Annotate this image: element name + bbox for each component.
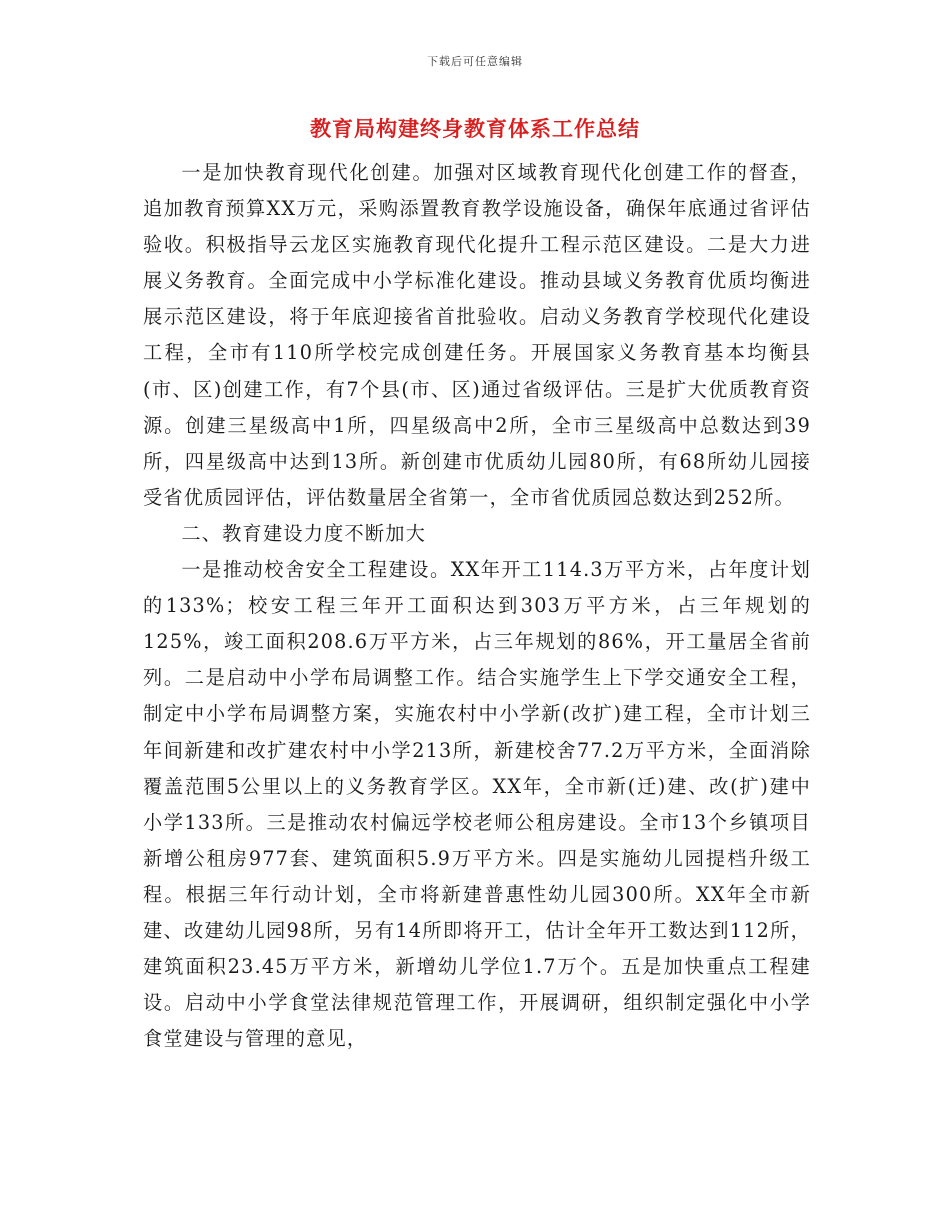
page-header-note: 下载后可任意编辑 — [427, 55, 523, 68]
section-heading: 二、教育建设力度不断加大 — [181, 521, 427, 545]
document-title: 教育局构建终身教育体系工作总结 — [310, 116, 640, 141]
document-body — [143, 155, 811, 1057]
paragraph: 一是推动校舍安全工程建设。XX年开工114.3万平方米，占年度计划的133%；校安工程三年开工面积达到303万平方米，占三年规划的125%，竣工面积208.6万平方米，占三年规划的86%，开工量居全省前列。二是启动中小学布局调整工作。结合实施学生上下学交通安全工程，制定中小学布局调整方案，实施农村中小学新(改扩)建工程，全市计划三年间新建和改扩建农村中小学213所，新建校舍77.2万平方米，全面消除覆盖范围5公里以上的义务教育学区。XX年，全市新(迁)建、改(扩)建中小学133所。三是推动农村偏远学校老师公租房建设。全市13个乡镇项目新增公租房977套、建筑面积5.9万平方米。四是实施幼儿园提档升级工程。根据三年行动计划，全市将新建普惠性幼儿园300所。XX年全市新建、改建幼儿园98所，另有14所即将开工，估计全年开工数达到112所，建筑面积23.45万平方米，新增幼儿学位1.7万个。五是加快重点工程建设。启动中小学食堂法律规范管理工作，开展调研，组织制定强化中小学食堂建设与管理的意见， — [143, 558, 811, 1051]
paragraph: 一是加快教育现代化创建。加强对区域教育现代化创建工作的督查，追加教育预算XX万元，采购添置教育教学设施设备，确保年底通过省评估验收。积极指导云龙区实施教育现代化提升工程示范区建设。二是大力进展义务教育。全面完成中小学标准化建设。推动县域义务教育优质均衡进展示范区建设，将于年底迎接省首批验收。启动义务教育学校现代化建设工程，全市有110所学校完成创建任务。开展国家义务教育基本均衡县(市、区)创建工作，有7个县(市、区)通过省级评估。三是扩大优质教育资源。创建三星级高中1所，四星级高中2所，全市三星级高中总数达到39所，四星级高中达到13所。新创建市优质幼儿园80所，有68所幼儿园接受省优质园评估，评估数量居全省第一，全市省优质园总数达到252所。 — [143, 161, 811, 509]
